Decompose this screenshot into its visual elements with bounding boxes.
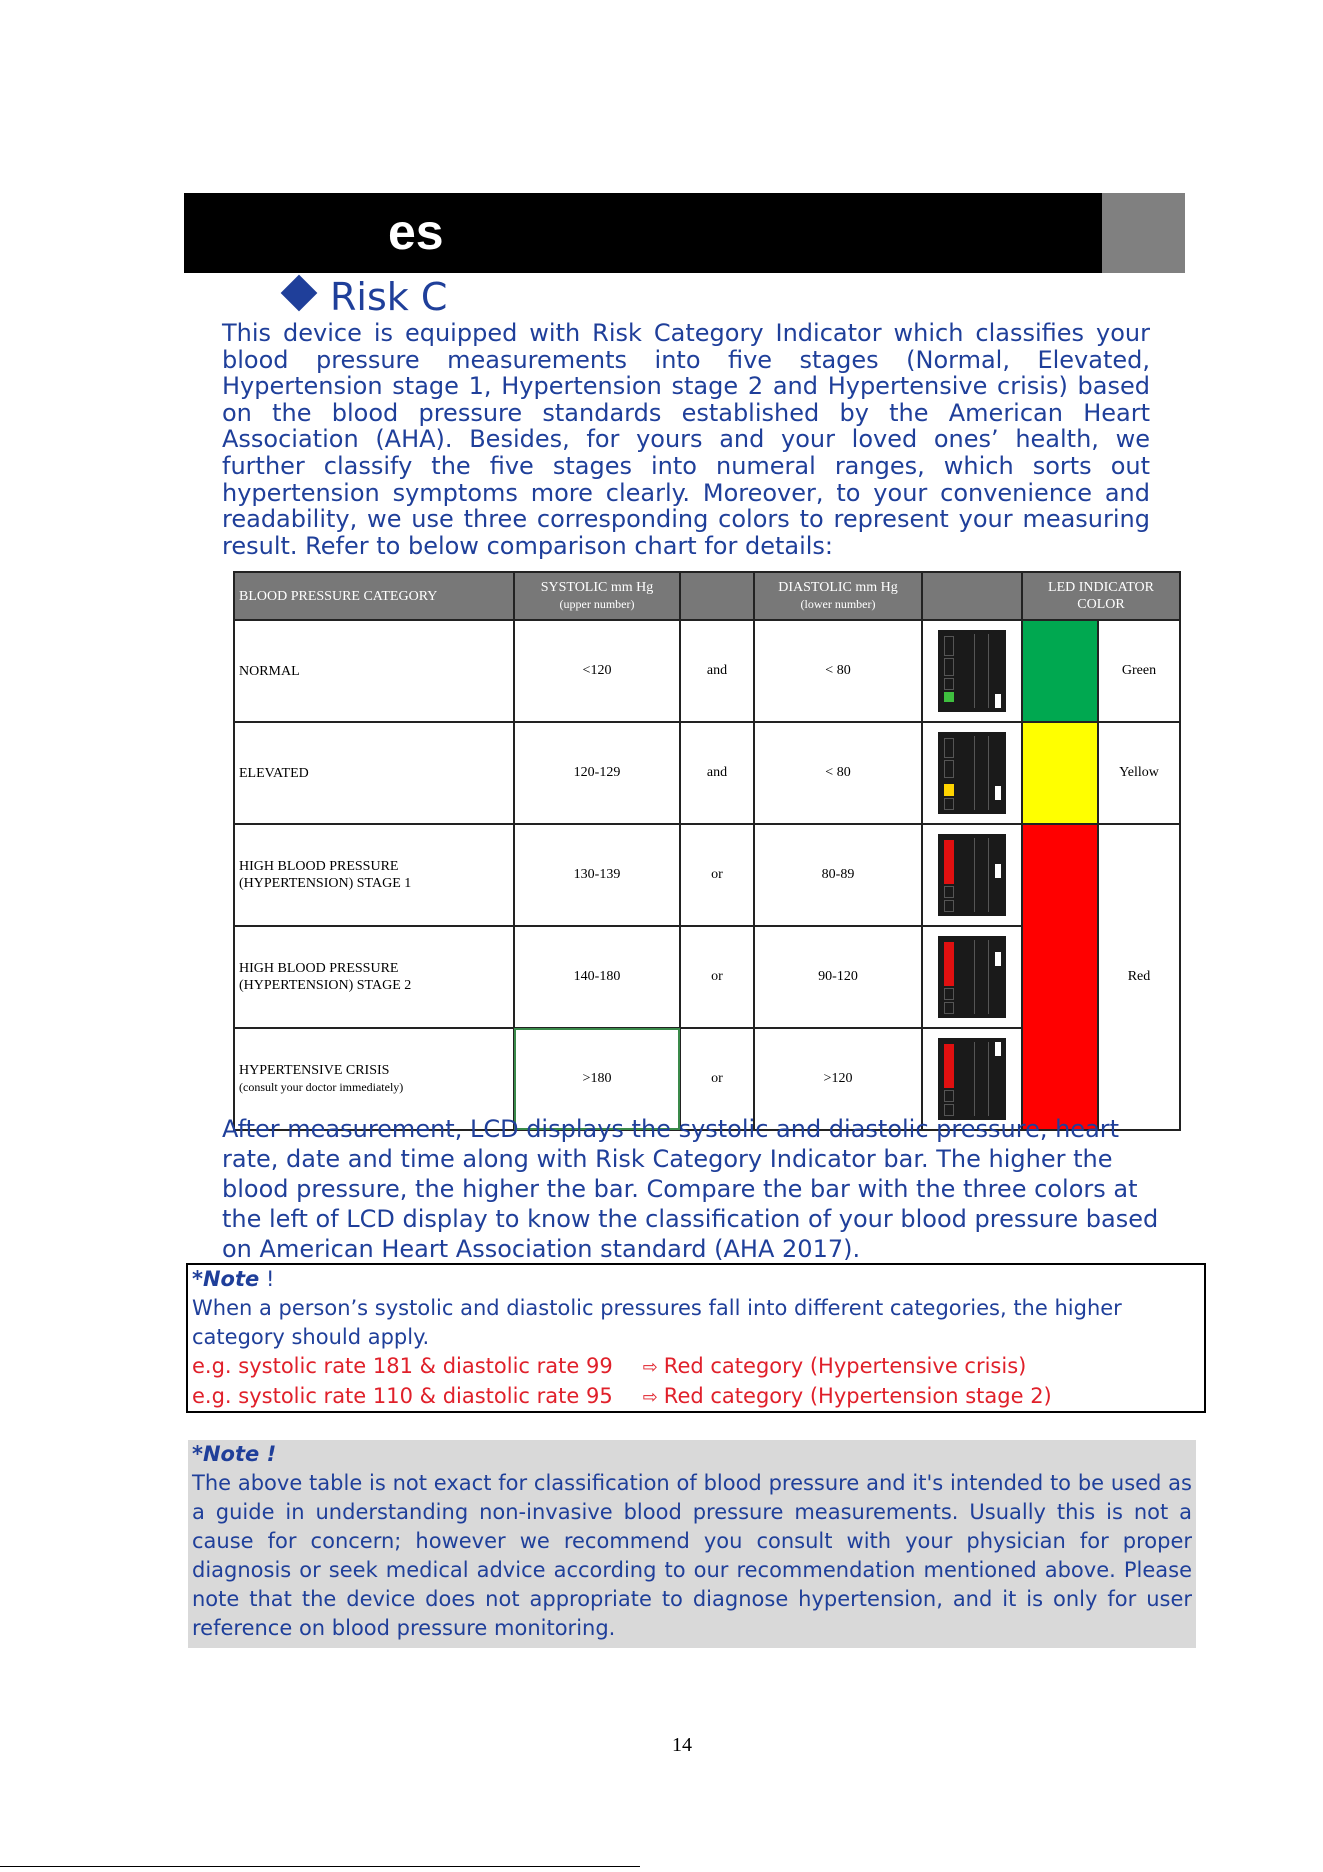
- lcd-indicator-cell: [922, 824, 1022, 926]
- note-box-categories: [186, 1263, 1206, 1413]
- arrow-right-icon: ⇨: [642, 1357, 658, 1378]
- row-category: ELEVATED: [234, 722, 514, 824]
- section-heading-text: Risk C: [330, 275, 448, 319]
- example-line-1: e.g. systolic rate 181 & diastolic rate 99 ⇨ Red category (Hypertensive crisis): [192, 1354, 1027, 1378]
- header-led: LED INDICATOR COLOR: [1022, 572, 1180, 620]
- row-category: HYPERTENSIVE CRISIS (consult your doctor immediately): [234, 1028, 514, 1130]
- row-diastolic: 80-89: [754, 824, 922, 926]
- row-systolic: <120: [514, 620, 680, 722]
- color-label-green: Green: [1098, 620, 1180, 722]
- color-swatch-yellow: [1022, 722, 1098, 824]
- bottom-rule: [0, 1866, 640, 1867]
- after-measurement-paragraph: After measurement, LCD displays the systolic and diastolic pressure, heart rate, date and time along with Risk Category Indicator bar. The higher the blood pressure, the higher the bar. Compare the bar with the three colors at the left of LCD display to know the classification of your blood pressure based on American Heart Association standard (AHA 2017).: [222, 1115, 1159, 1263]
- header-diastolic: DIASTOLIC mm Hg (lower number): [754, 572, 922, 620]
- row-conj: or: [680, 1028, 754, 1130]
- header-category: BLOOD PRESSURE CATEGORY: [234, 572, 514, 620]
- header-title: es: [388, 204, 444, 260]
- header-blank-2: [922, 572, 1022, 620]
- row-category: NORMAL: [234, 620, 514, 722]
- lcd-indicator-icon: [938, 936, 1006, 1018]
- row-diastolic: < 80: [754, 620, 922, 722]
- lcd-indicator-icon: [938, 1038, 1006, 1120]
- row-systolic: >180: [514, 1028, 680, 1130]
- table-header-row: [234, 572, 1180, 620]
- row-category: HIGH BLOOD PRESSURE (HYPERTENSION) STAGE 2: [234, 926, 514, 1028]
- lcd-indicator-cell: [922, 722, 1022, 824]
- header-blank-1: [680, 572, 754, 620]
- example-line-2: e.g. systolic rate 110 & diastolic rate 95 ⇨ Red category (Hypertension stage 2): [192, 1384, 1052, 1408]
- section-heading: [286, 272, 447, 322]
- color-swatch-green: [1022, 620, 1098, 722]
- color-label-yellow: Yellow: [1098, 722, 1180, 824]
- note-heading: *Note !: [192, 1267, 275, 1291]
- row-conj: or: [680, 824, 754, 926]
- lcd-indicator-cell: [922, 926, 1022, 1028]
- table-row: [234, 722, 1180, 824]
- note-text: When a person’s systolic and diastolic pressures fall into different categories, the higher category should apply.: [192, 1296, 1122, 1349]
- row-conj: or: [680, 926, 754, 1028]
- table-row: [234, 824, 1180, 926]
- header-tab: [1102, 193, 1185, 273]
- row-diastolic: 90-120: [754, 926, 922, 1028]
- header-bar: [184, 193, 1102, 273]
- row-systolic: 140-180: [514, 926, 680, 1028]
- lcd-indicator-icon: [938, 834, 1006, 916]
- lcd-indicator-icon: [938, 630, 1006, 712]
- note-box-disclaimer: [188, 1440, 1196, 1648]
- color-label-red: Red: [1098, 824, 1180, 1130]
- header-systolic: SYSTOLIC mm Hg (upper number): [514, 572, 680, 620]
- page-number: 14: [672, 1734, 692, 1756]
- row-conj: and: [680, 620, 754, 722]
- diamond-bullet-icon: [281, 275, 318, 312]
- disclaimer-heading: *Note !: [192, 1442, 277, 1466]
- row-systolic: 130-139: [514, 824, 680, 926]
- lcd-indicator-icon: [938, 732, 1006, 814]
- row-conj: and: [680, 722, 754, 824]
- lcd-indicator-cell: [922, 620, 1022, 722]
- color-swatch-red: [1022, 824, 1098, 1130]
- row-category: HIGH BLOOD PRESSURE (HYPERTENSION) STAGE 1: [234, 824, 514, 926]
- blood-pressure-table: [233, 571, 1181, 1131]
- row-diastolic: < 80: [754, 722, 922, 824]
- disclaimer-text: The above table is not exact for classification of blood pressure and it's intended to be used as a guide in understanding non-invasive blood pressure measurements. Usually this is not a cause for concern; however we recommend you consult with your physician for proper diagnosis or seek medical advice according to our recommendation mentioned above. Please note that the device does not appropriate to diagnose hypertension, and it is only for user reference on blood pressure monitoring.: [192, 1471, 1192, 1640]
- row-diastolic: >120: [754, 1028, 922, 1130]
- intro-paragraph: This device is equipped with Risk Category Indicator which classifies your blood pressure measurements into five stages (Normal, Elevated, Hypertension stage 1, Hypertension stage 2 and Hypertensive crisis) based on the blood pressure standards established by the American Heart Association (AHA). Besides, for yours and your loved ones’ health, we further classify the five stages into numeral ranges, which sorts out hypertension symptoms more clearly. Moreover, to your convenience and readability, we use three corresponding colors to represent your measuring result. Refer to below comparison chart for details:: [222, 319, 1150, 560]
- table-row: [234, 620, 1180, 722]
- arrow-right-icon: ⇨: [642, 1387, 658, 1408]
- row-systolic: 120-129: [514, 722, 680, 824]
